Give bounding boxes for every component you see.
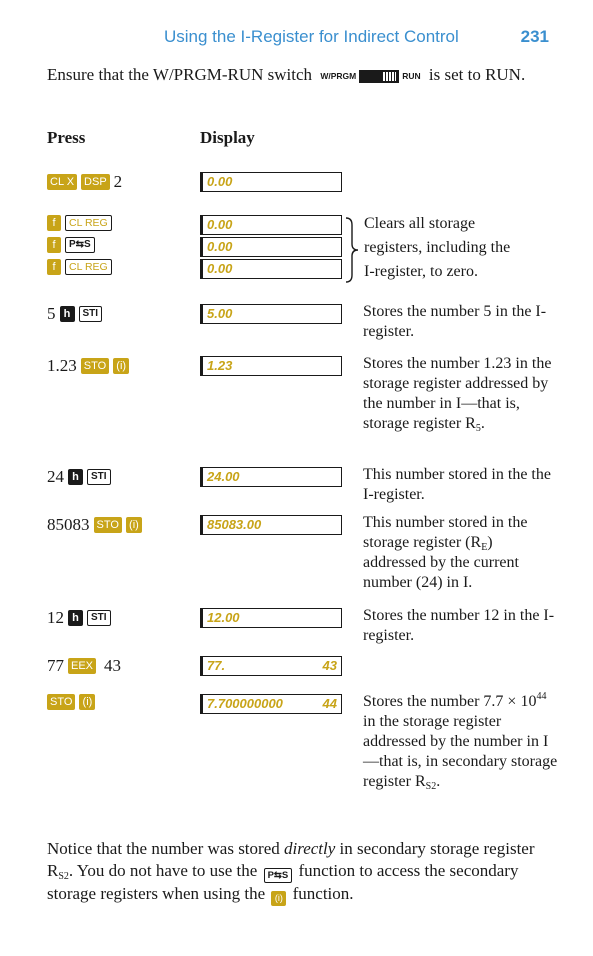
press-number: 85083	[47, 515, 90, 534]
ps-key: P⇆S	[264, 868, 293, 883]
press-sequence	[47, 694, 95, 710]
sti-key: STI	[79, 306, 103, 322]
clreg-key: CL REG	[65, 215, 112, 231]
display-readout: 77. 43	[200, 656, 342, 676]
clreg-key: CL REG	[65, 259, 112, 275]
press-sequence	[47, 215, 112, 231]
intro-text-after: is set to RUN.	[428, 65, 526, 84]
press-sequence	[47, 172, 122, 192]
eex-key: EEX	[68, 658, 96, 674]
display-readout: 0.00	[200, 215, 342, 235]
display-readout: 0.00	[200, 259, 342, 279]
press-sequence	[47, 237, 95, 253]
display-readout: 24.00	[200, 467, 342, 487]
display-readout: 0.00	[200, 237, 342, 257]
row-description: This number stored in the the I-register.	[363, 466, 551, 503]
sti-key: STI	[87, 610, 111, 626]
switch-label-run: RUN	[402, 70, 421, 81]
row-description: Stores the number 12 in the I-register.	[363, 607, 555, 644]
display-readout: 1.23	[200, 356, 342, 376]
intro-paragraph	[47, 64, 557, 87]
h-key: h	[68, 469, 83, 485]
press-number: 77	[47, 656, 64, 675]
f-key: f	[47, 259, 61, 275]
display-readout: 85083.00	[200, 515, 342, 535]
press-sequence	[47, 259, 112, 275]
ps-key: P⇆S	[65, 237, 95, 253]
sto-key: STO	[47, 694, 75, 710]
press-digit: 2	[113, 172, 123, 191]
sti-key: STI	[87, 469, 111, 485]
f-key: f	[47, 237, 61, 253]
brace-icon	[344, 217, 362, 283]
press-sequence	[47, 304, 102, 324]
press-number: 24	[47, 467, 64, 486]
press-sequence	[47, 515, 142, 535]
page-header	[0, 27, 593, 51]
switch-slot	[359, 70, 399, 83]
intro-text-before: Ensure that the W/PRGM-RUN switch	[47, 65, 313, 84]
row-description: Stores the number $7.7 \times 10^{44}$ in the storage register addressed by the number in I—that is, in secondary storage register $R_{S2}$.	[363, 691, 558, 792]
press-exponent: 43	[104, 656, 122, 675]
closing-paragraph: Notice that the number was stored directly in secondary storage register $R_{S2}$. You do not have to use the P⇆S function to access the secondary storage registers when using the (i) function.	[47, 838, 552, 906]
display-readout: 12.00	[200, 608, 342, 628]
press-sequence	[47, 467, 111, 487]
clears-description: Clears all storage registers, including the I-register, to zero.	[364, 215, 511, 280]
display-readout: 0.00	[200, 172, 342, 192]
i-key: (i)	[113, 358, 129, 374]
switch-label-wprgm: W/PRGM	[320, 70, 357, 81]
i-key: (i)	[79, 694, 95, 710]
row-description: Stores the number 5 in the I-register.	[363, 303, 547, 340]
page-number: 231	[520, 27, 549, 46]
running-title: Using the I-Register for Indirect Control	[164, 27, 459, 46]
sto-key: STO	[81, 358, 109, 374]
display-readout: 5.00	[200, 304, 342, 324]
press-sequence	[47, 656, 121, 676]
i-key: (i)	[126, 517, 142, 533]
press-number: 5	[47, 304, 56, 323]
emphasis-directly: directly	[284, 839, 336, 858]
press-sequence	[47, 356, 129, 376]
row-description: Stores the number 1.23 in the storage register addressed by the number in I—that is, storage register $R_5$.	[363, 355, 552, 434]
h-key: h	[60, 306, 75, 322]
i-key: (i)	[271, 891, 286, 906]
dsp-key: DSP	[81, 174, 110, 190]
wprgm-run-switch-icon	[320, 66, 420, 87]
press-number: 12	[47, 608, 64, 627]
column-header-press: Press	[47, 128, 86, 147]
row-description: This number stored in the storage register $(R_E)$ addressed by the current number (24) in I.	[363, 514, 528, 591]
column-header-display: Display	[200, 128, 255, 147]
h-key: h	[68, 610, 83, 626]
sto-key: STO	[94, 517, 122, 533]
display-readout: 7.700000000 44	[200, 694, 342, 714]
press-sequence	[47, 608, 111, 628]
press-number: 1.23	[47, 356, 77, 375]
clx-key: CL X	[47, 174, 77, 190]
f-key: f	[47, 215, 61, 231]
